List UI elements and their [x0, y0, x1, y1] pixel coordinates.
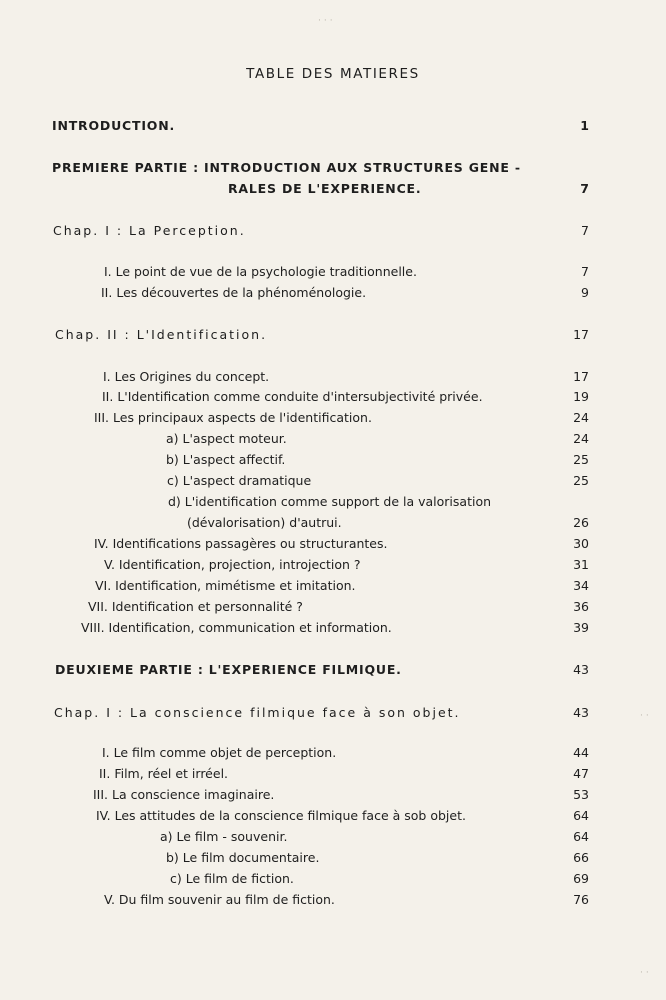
toc-entry-page: 24	[573, 431, 589, 446]
toc-entry-text: c) Le film de fiction.	[170, 871, 294, 886]
page-title: TABLE DES MATIERES	[246, 66, 420, 82]
toc-entry-text: I. Les Origines du concept.	[103, 369, 270, 384]
toc-entry-page: 30	[573, 536, 589, 551]
toc-entry-text: VIII. Identification, communication et information.	[81, 620, 392, 635]
toc-entry-page: 7	[581, 264, 589, 279]
toc-entry-page: 53	[573, 787, 589, 802]
toc-entry-page: 25	[573, 452, 589, 467]
toc-entry-text: d) L'identification comme support de la valorisation	[168, 494, 492, 509]
toc-entry-text: Chap. II : L'Identification.	[55, 327, 268, 342]
toc-entry-page: 43	[573, 705, 589, 720]
toc-entry-text: c) L'aspect dramatique	[167, 473, 312, 488]
toc-entry-text: IV. Identifications passagères ou structurantes.	[94, 536, 388, 551]
toc-entry-page: 39	[573, 620, 589, 635]
toc-entry-page: 9	[581, 285, 589, 300]
toc-entry-text: VI. Identification, mimétisme et imitation.	[95, 578, 356, 593]
toc-entry-text: b) Le film documentaire.	[166, 850, 320, 865]
toc-entry-page: 1	[580, 118, 589, 133]
toc-entry-page: 19	[573, 389, 589, 404]
toc-entry-text: b) L'aspect affectif.	[166, 452, 286, 467]
toc-entry-text: II. L'Identification comme conduite d'intersubjectivité privée.	[102, 389, 483, 404]
toc-entry-page: 17	[573, 327, 589, 342]
toc-entry-text: INTRODUCTION.	[52, 118, 176, 133]
toc-entry-page: 34	[573, 578, 589, 593]
scan-speck: ··	[640, 711, 652, 721]
scan-speck: ··	[640, 968, 652, 978]
toc-entry-page: 76	[573, 892, 589, 907]
toc-entry-page: 7	[581, 223, 589, 238]
toc-entry-page: 17	[573, 369, 589, 384]
toc-entry-text: RALES DE L'EXPERIENCE.	[228, 181, 422, 196]
toc-entry-text: DEUXIEME PARTIE : L'EXPERIENCE FILMIQUE.	[55, 662, 402, 677]
toc-entry-text: Chap. I : La conscience filmique face à son objet.	[54, 705, 461, 720]
toc-entry-page: 44	[573, 745, 589, 760]
toc-entry-text: I. Le film comme objet de perception.	[102, 745, 337, 760]
toc-entry-page: 24	[573, 410, 589, 425]
toc-entry-text: II. Les découvertes de la phénoménologie.	[101, 285, 367, 300]
toc-entry-page: 36	[573, 599, 589, 614]
toc-entry-text: V. Du film souvenir au film de fiction.	[104, 892, 335, 907]
toc-entry-page: 43	[573, 662, 589, 677]
toc-entry-text: a) Le film - souvenir.	[160, 829, 288, 844]
toc-entry-text: VII. Identification et personnalité ?	[88, 599, 303, 614]
toc-entry-page: 31	[573, 557, 589, 572]
toc-entry-page: 26	[573, 515, 589, 530]
toc-entry-text: PREMIERE PARTIE : INTRODUCTION AUX STRUCTURES GENE -	[52, 160, 521, 175]
toc-entry-page: 47	[573, 766, 589, 781]
toc-entry-text: (dévalorisation) d'autrui.	[187, 515, 342, 530]
toc-entry-text: Chap. I : La Perception.	[53, 223, 246, 238]
toc-entry-page: 7	[580, 181, 589, 196]
toc-entry-page: 64	[573, 829, 589, 844]
toc-entry-text: V. Identification, projection, introjection ?	[104, 557, 361, 572]
toc-entry-text: IV. Les attitudes de la conscience filmique face à sob objet.	[96, 808, 466, 823]
toc-entry-text: II. Film, réel et irréel.	[99, 766, 229, 781]
toc-entry-text: III. La conscience imaginaire.	[93, 787, 275, 802]
toc-entry-text: I. Le point de vue de la psychologie traditionnelle.	[104, 264, 417, 279]
toc-entry-text: III. Les principaux aspects de l'identification.	[94, 410, 372, 425]
toc-entry-page: 25	[573, 473, 589, 488]
toc-entry-page: 64	[573, 808, 589, 823]
toc-entry-text: a) L'aspect moteur.	[166, 431, 287, 446]
scan-speck: ···	[318, 16, 336, 26]
toc-entry-page: 69	[573, 871, 589, 886]
toc-entry-page: 66	[573, 850, 589, 865]
